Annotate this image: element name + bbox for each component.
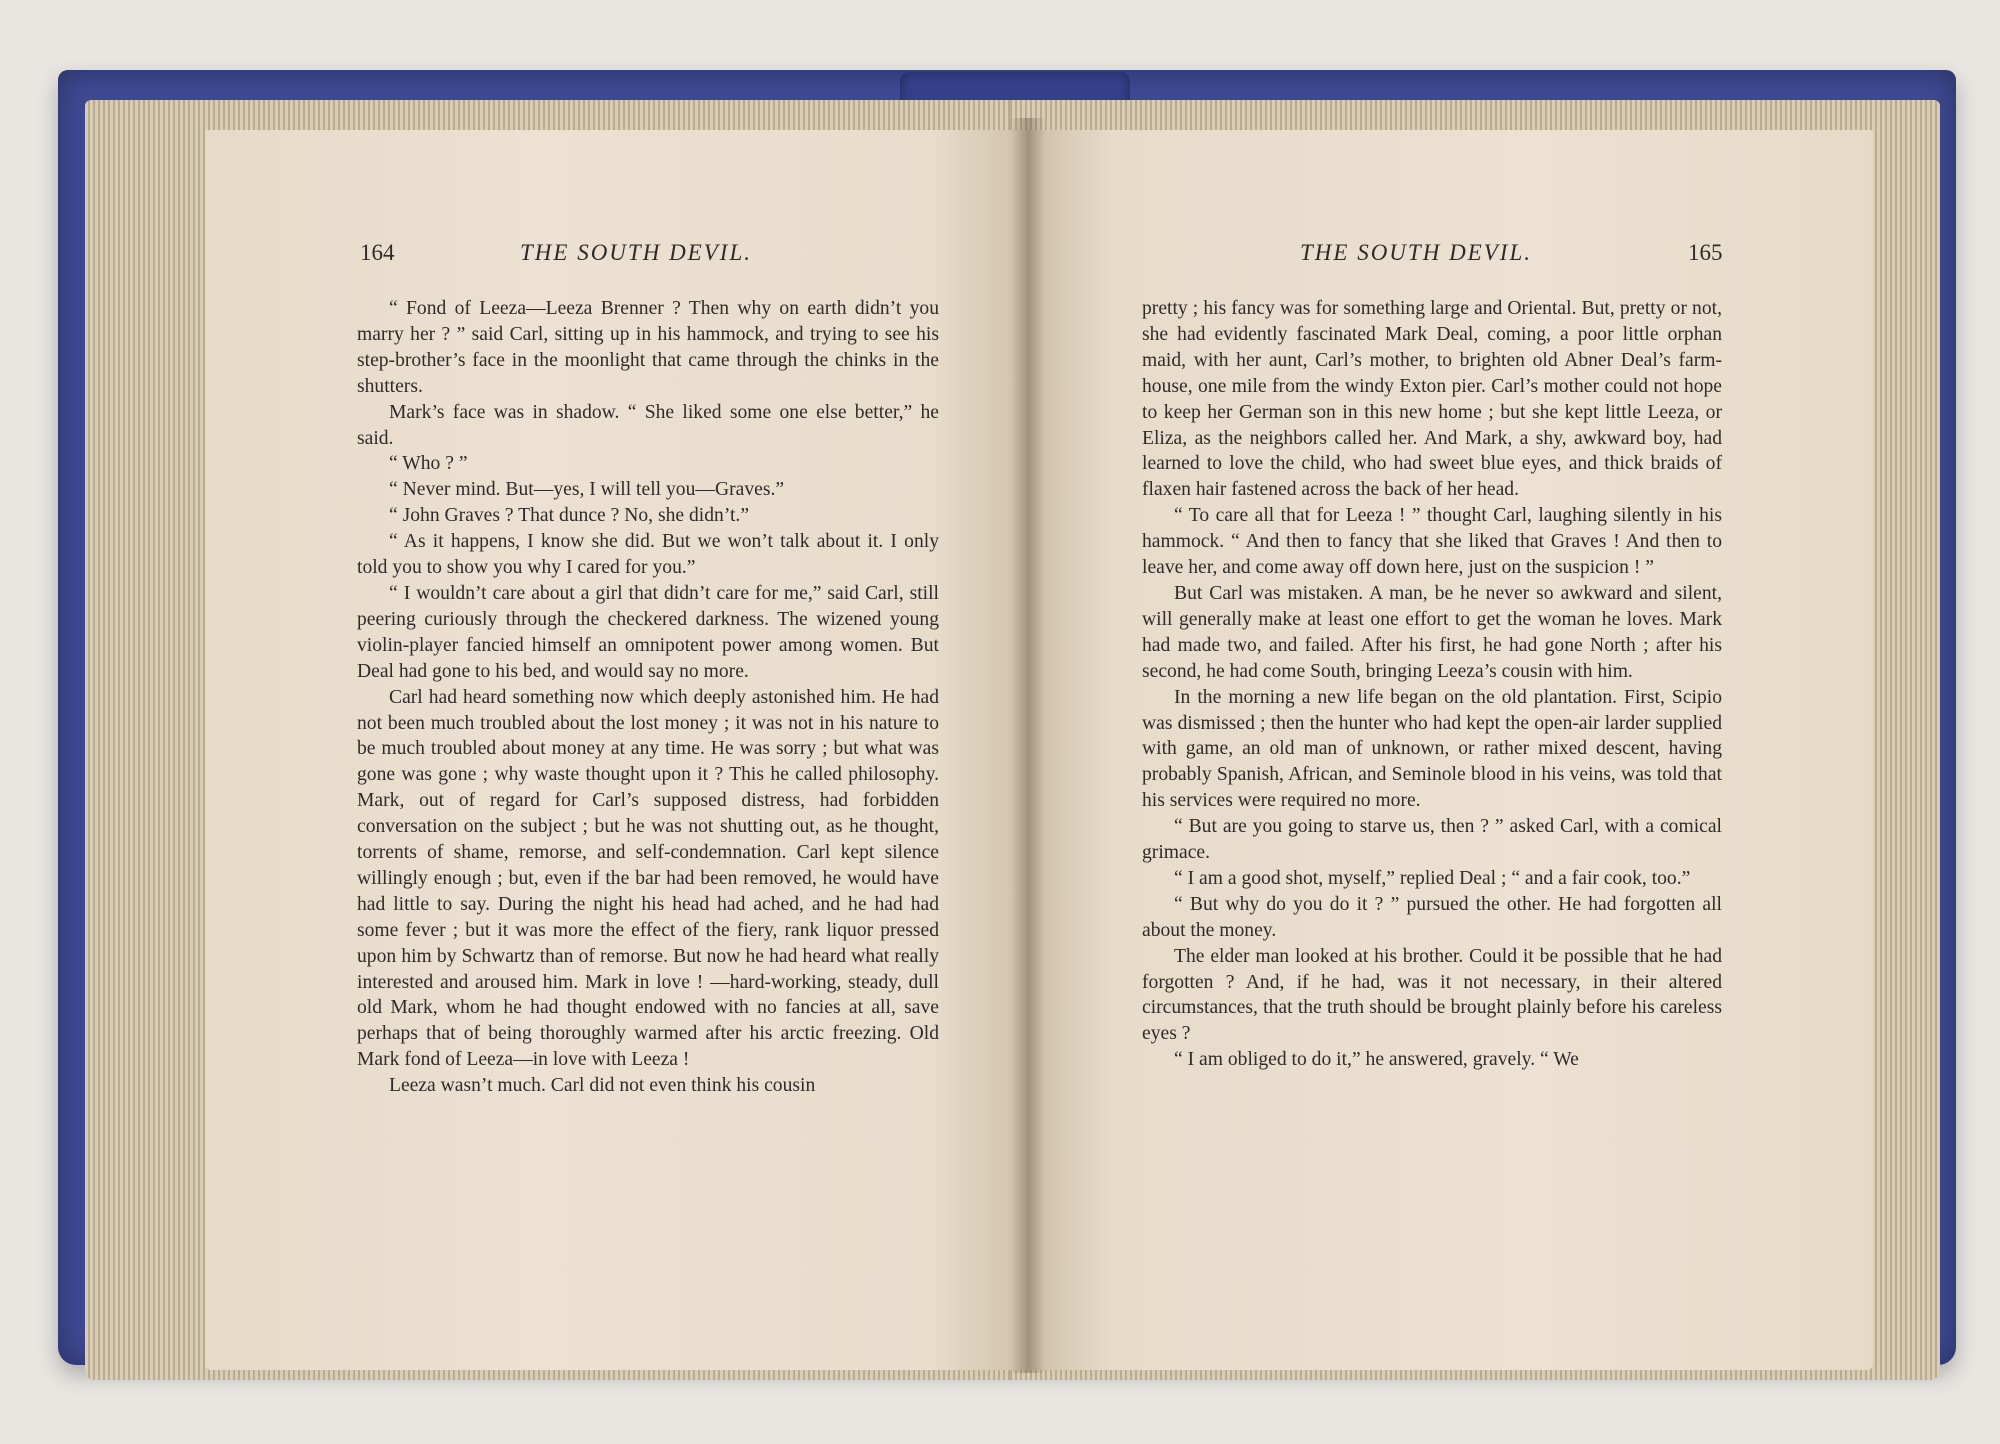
left-page-text (357, 296, 939, 1099)
paragraph: “ But are you going to starve us, then ? ” asked Carl, with a comical grimace. (1142, 816, 1722, 864)
paragraph: In the morning a new life began on the old plantation. First, Scipio was dismissed ; then the hunter who had kept the open-air larder supplied with game, an old man of unknown, or rather mixed descent, having probably Spanish, African, and Seminole blood in his veins, was told that his services were required no more. (1142, 686, 1722, 812)
paragraph: “ I wouldn’t care about a girl that didn’t care for me,” said Carl, still peering curiously through the checkered darkness. The wizened young violin-player fancied himself an omnipotent power among women. But Deal had gone to his bed, and would say no more. (357, 582, 939, 682)
book-gutter (1010, 118, 1046, 1373)
paragraph: “ Who ? ” (389, 453, 468, 475)
page-number: 164 (360, 240, 395, 265)
page-number: 165 (1688, 240, 1723, 265)
paragraph: “ To care all that for Leeza ! ” thought Carl, laughing silently in his hammock. “ And then to fancy that she liked that Graves ! And then to leave her, and come away off down here, just on the suspicion ! ” (1142, 505, 1722, 579)
paragraph: “ As it happens, I know she did. But we won’t talk about it. I only told you to show you why I cared for you.” (357, 531, 939, 579)
paragraph: “ Never mind. But—yes, I will tell you—Graves.” (389, 479, 785, 501)
paragraph: But Carl was mistaken. A man, be he never so awkward and silent, will generally make at least one effort to get the woman he loves. Mark had made two, and failed. After his first, he had gone North ; after his second, he had come South, bringing Leeza’s cousin with him. (1142, 582, 1722, 682)
paragraph: “ Fond of Leeza—Leeza Brenner ? Then why on earth didn’t you marry her ? ” said Carl, sitting up in his hammock, and trying to see his step-brother’s face in the moonlight that came through the chinks in the shutters. (357, 298, 939, 397)
paragraph: Leeza wasn’t much. Carl did not even think his cousin (389, 1075, 816, 1097)
paragraph: The elder man looked at his brother. Could it be possible that he had forgotten ? And, if he had, was it not necessary, in their altered circumstances, that the truth should be brought plainly before his careless eyes ? (1142, 945, 1722, 1045)
paragraph: pretty ; his fancy was for something large and Oriental. But, pretty or not, she had evidently fascinated Mark Deal, coming, a poor little orphan maid, with her aunt, Carl’s mother, to brighten old Abner Deal’s farm-house, one mile from the windy Exton pier. Carl’s mother could not hope to keep her German son in this new home ; but she kept little Leeza, or Eliza, as the neighbors called her. And Mark, a shy, awkward boy, had learned to love the child, who had sweet blue eyes, and thick braids of flaxen hair fastened across the back of her head. (1142, 298, 1722, 501)
paragraph: Mark’s face was in shadow. “ She liked some one else better,” he said. (357, 401, 939, 449)
paragraph: Carl had heard something now which deeply astonished him. He had not been much troubled about the lost money ; it was not in his nature to be much troubled about money at any time. He was sorry ; but what was gone was gone ; why waste thought upon it ? This he called philosophy. Mark, out of regard for Carl’s supposed distress, had forbidden conversation on the subject ; but he was not shutting out, as he thought, torrents of shame, remorse, and self-condemnation. Carl kept silence willingly enough ; but, even if the bar had been removed, he would have had little to say. During the night his head had ached, and he had had some fever ; but it was more the effect of the fiery, rank liquor pressed upon him by Schwartz than of remorse. But now he had heard what really interested and aroused him. Mark in love ! —hard-working, steady, dull old Mark, whom he had thought endowed with no fancies at all, save perhaps that of being thoroughly warmed after his arctic freezing. Old Mark fond of Leeza—in love with Leeza ! (357, 686, 939, 1071)
paragraph: “ I am a good shot, myself,” replied Deal ; “ and a fair cook, too.” (1174, 867, 1691, 889)
running-head: THE SOUTH DEVIL. (1300, 240, 1532, 265)
right-page-header (1300, 240, 1760, 280)
running-head: THE SOUTH DEVIL. (520, 240, 752, 265)
right-page-text (1142, 296, 1722, 1073)
left-page-header (360, 240, 960, 280)
paragraph: “ John Graves ? That dunce ? No, she didn’t.” (389, 505, 750, 527)
paragraph: “ But why do you do it ? ” pursued the other. He had forgotten all about the money. (1142, 893, 1722, 941)
paragraph: “ I am obliged to do it,” he answered, gravely. “ We (1174, 1049, 1579, 1071)
